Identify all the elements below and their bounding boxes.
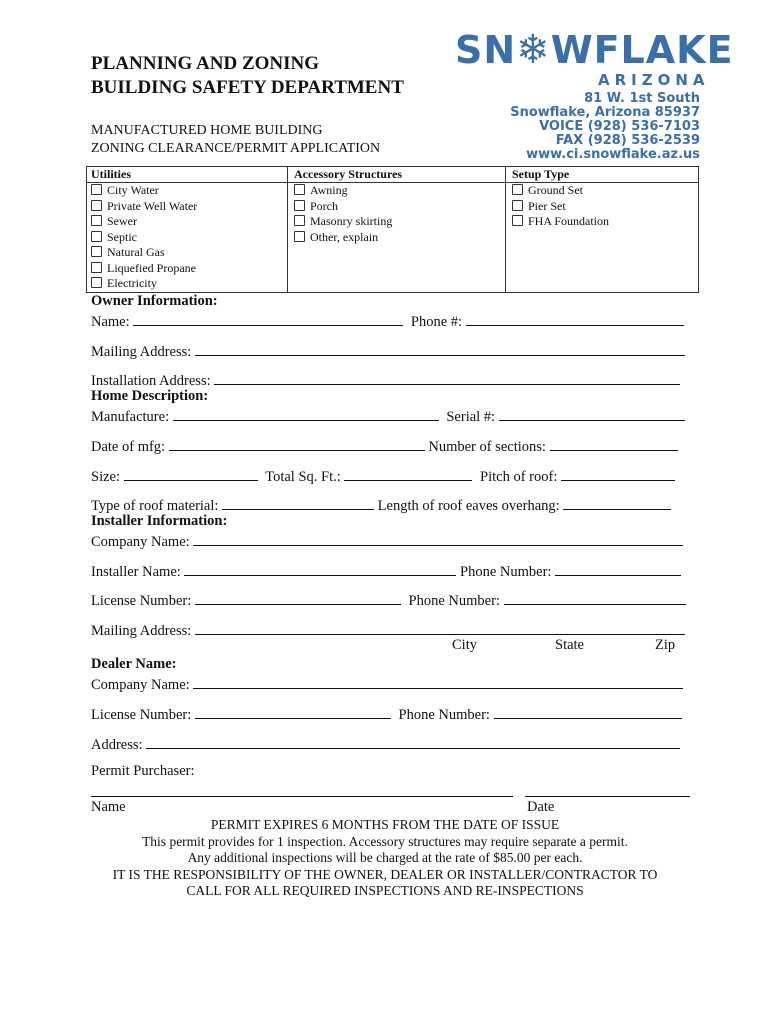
snowflake-icon: ❄ (516, 27, 551, 73)
manufacture-field[interactable] (173, 406, 439, 421)
installer-mailing-field[interactable] (195, 620, 685, 635)
size-field[interactable] (124, 466, 258, 481)
owner-name-field[interactable] (133, 311, 403, 326)
eaves-label: Length of roof eaves overhang: (377, 498, 560, 514)
installer-license-field[interactable] (195, 590, 401, 605)
checkbox[interactable] (294, 184, 305, 195)
installer-company-label: Company Name: (91, 534, 190, 550)
accessory-column (288, 183, 506, 293)
owner-phone-field[interactable] (466, 311, 684, 326)
option-awning[interactable]: Awning (294, 183, 505, 199)
setup-column (506, 183, 699, 293)
date-mfg-row (91, 436, 678, 456)
owner-mailing-field[interactable] (195, 341, 685, 356)
option-masonry-skirting[interactable]: Masonry skirting (294, 214, 505, 230)
accessory-header: Accessory Structures (288, 167, 506, 183)
logo-word-end: WFLAKE (550, 28, 734, 72)
option-ground-set[interactable]: Ground Set (512, 183, 698, 199)
title-line-2: BUILDING SAFETY DEPARTMENT (91, 77, 404, 98)
options-table (86, 166, 699, 293)
dealer-company-field[interactable] (193, 674, 683, 689)
owner-name-row (91, 311, 684, 331)
owner-phone-label: Phone #: (410, 314, 463, 330)
option-city-water[interactable]: City Water (91, 183, 287, 199)
logo-state: ARIZONA (598, 71, 710, 89)
installer-phone-label: Phone Number: (460, 564, 552, 580)
sections-field[interactable] (550, 436, 678, 451)
contact-web[interactable]: www.ci.snowflake.az.us (526, 147, 700, 162)
contact-street: 81 W. 1st South (584, 91, 700, 106)
pitch-field[interactable] (561, 466, 675, 481)
size-row (91, 466, 675, 486)
option-other[interactable]: Other, explain (294, 230, 505, 246)
checkbox[interactable] (91, 200, 102, 211)
roof-material-label: Type of roof material: (91, 498, 219, 514)
date-mfg-label: Date of mfg: (91, 439, 166, 455)
install-address-label: Installation Address: (91, 373, 211, 389)
dealer-address-row (91, 734, 680, 754)
form-title-line-1: MANUFACTURED HOME BUILDING (91, 123, 323, 138)
size-label: Size: (91, 469, 120, 485)
option-fha-foundation[interactable]: FHA Foundation (512, 214, 698, 230)
option-private-well[interactable]: Private Well Water (91, 199, 287, 215)
dealer-license-row (91, 704, 682, 724)
dealer-address-label: Address: (91, 737, 143, 753)
owner-heading: Owner Information: (91, 293, 218, 309)
installer-name-label: Installer Name: (91, 564, 181, 580)
checkbox[interactable] (294, 231, 305, 242)
checkbox[interactable] (91, 231, 102, 242)
installer-name-row (91, 561, 681, 581)
contact-city: Snowflake, Arizona 85937 (510, 105, 700, 120)
option-pier-set[interactable]: Pier Set (512, 199, 698, 215)
eaves-field[interactable] (563, 495, 671, 510)
purchaser-date-caption: Date (527, 799, 555, 815)
installer-mailing-label: Mailing Address: (91, 623, 192, 639)
checkbox[interactable] (91, 246, 102, 257)
install-address-row (91, 370, 680, 390)
installer-mailing-row (91, 620, 685, 640)
owner-mailing-label: Mailing Address: (91, 344, 192, 360)
manufacture-row (91, 406, 685, 426)
checkbox[interactable] (294, 200, 305, 211)
notice-fee: Any additional inspections will be charged at the rate of $85.00 per each. (187, 850, 583, 865)
setup-header: Setup Type (506, 167, 699, 183)
installer-license-row (91, 590, 686, 610)
dealer-phone-field[interactable] (494, 704, 682, 719)
pitch-label: Pitch of roof: (480, 469, 558, 485)
logo-word-start: SN (455, 28, 517, 72)
installer-phone2-field[interactable] (504, 590, 686, 605)
dealer-heading: Dealer Name: (91, 656, 177, 672)
serial-label: Serial #: (446, 409, 496, 425)
option-natural-gas[interactable]: Natural Gas (91, 245, 287, 261)
roof-row (91, 495, 671, 515)
option-porch[interactable]: Porch (294, 199, 505, 215)
installer-name-field[interactable] (184, 561, 456, 576)
purchaser-label: Permit Purchaser: (91, 763, 195, 779)
dealer-company-label: Company Name: (91, 677, 190, 693)
notice-inspection: This permit provides for 1 inspection. Accessory structures may require separate a permit. (142, 833, 628, 849)
purchaser-date-field[interactable] (525, 796, 690, 797)
installer-heading: Installer Information: (91, 513, 228, 529)
installer-phone-field[interactable] (555, 561, 681, 576)
manufacture-label: Manufacture: (91, 409, 170, 425)
date-mfg-field[interactable] (169, 436, 425, 451)
checkbox[interactable] (91, 262, 102, 273)
checkbox[interactable] (294, 215, 305, 226)
notice-expiry: PERMIT EXPIRES 6 MONTHS FROM THE DATE OF ISSUE (210, 817, 560, 832)
contact-fax: FAX (928) 536-2539 (555, 133, 700, 148)
checkbox[interactable] (91, 215, 102, 226)
checkbox[interactable] (91, 184, 102, 195)
utilities-header: Utilities (87, 167, 288, 183)
sections-label: Number of sections: (428, 439, 546, 455)
utilities-column (87, 183, 288, 293)
checkbox[interactable] (512, 215, 523, 226)
installer-license-label: License Number: (91, 593, 192, 609)
contact-block (510, 92, 700, 162)
city-caption: City (452, 637, 477, 653)
installer-phone2-label: Phone Number: (408, 593, 500, 609)
dealer-address-field[interactable] (146, 734, 680, 749)
snowflake-logo (455, 27, 734, 73)
roof-material-field[interactable] (222, 495, 374, 510)
form-title (91, 122, 380, 158)
dealer-company-row (91, 674, 683, 694)
checkbox[interactable] (512, 184, 523, 195)
checkbox[interactable] (91, 277, 102, 288)
option-sewer[interactable]: Sewer (91, 214, 287, 230)
form-title-line-2: ZONING CLEARANCE/PERMIT APPLICATION (91, 141, 381, 156)
option-septic[interactable]: Septic (91, 230, 287, 246)
department-title (91, 52, 404, 100)
installer-company-field[interactable] (193, 531, 683, 546)
notice-responsibility: IT IS THE RESPONSIBILITY OF THE OWNER, DEALER OR INSTALLER/CONTRACTOR TO (112, 866, 658, 882)
owner-name-label: Name: (91, 314, 130, 330)
zip-caption: Zip (655, 637, 676, 653)
dealer-phone-label: Phone Number: (398, 707, 490, 723)
dealer-license-label: License Number: (91, 707, 192, 723)
purchaser-name-caption: Name (91, 799, 126, 815)
notice-call: CALL FOR ALL REQUIRED INSPECTIONS AND RE-INSPECTIONS (186, 883, 584, 898)
permit-notice (0, 817, 770, 900)
contact-voice: VOICE (928) 536-7103 (539, 119, 700, 134)
state-caption: State (555, 637, 584, 653)
home-heading: Home Description: (91, 388, 209, 404)
sqft-label: Total Sq. Ft.: (265, 469, 341, 485)
sqft-field[interactable] (344, 466, 472, 481)
installer-company-row (91, 531, 683, 551)
title-line-1: PLANNING AND ZONING (91, 53, 320, 74)
checkbox[interactable] (512, 200, 523, 211)
serial-field[interactable] (499, 406, 685, 421)
purchaser-name-field[interactable] (91, 796, 513, 797)
option-electricity[interactable]: Electricity (91, 276, 287, 292)
option-propane[interactable]: Liquefied Propane (91, 261, 287, 277)
dealer-license-field[interactable] (195, 704, 391, 719)
install-address-field[interactable] (214, 370, 680, 385)
owner-mailing-row (91, 341, 685, 361)
